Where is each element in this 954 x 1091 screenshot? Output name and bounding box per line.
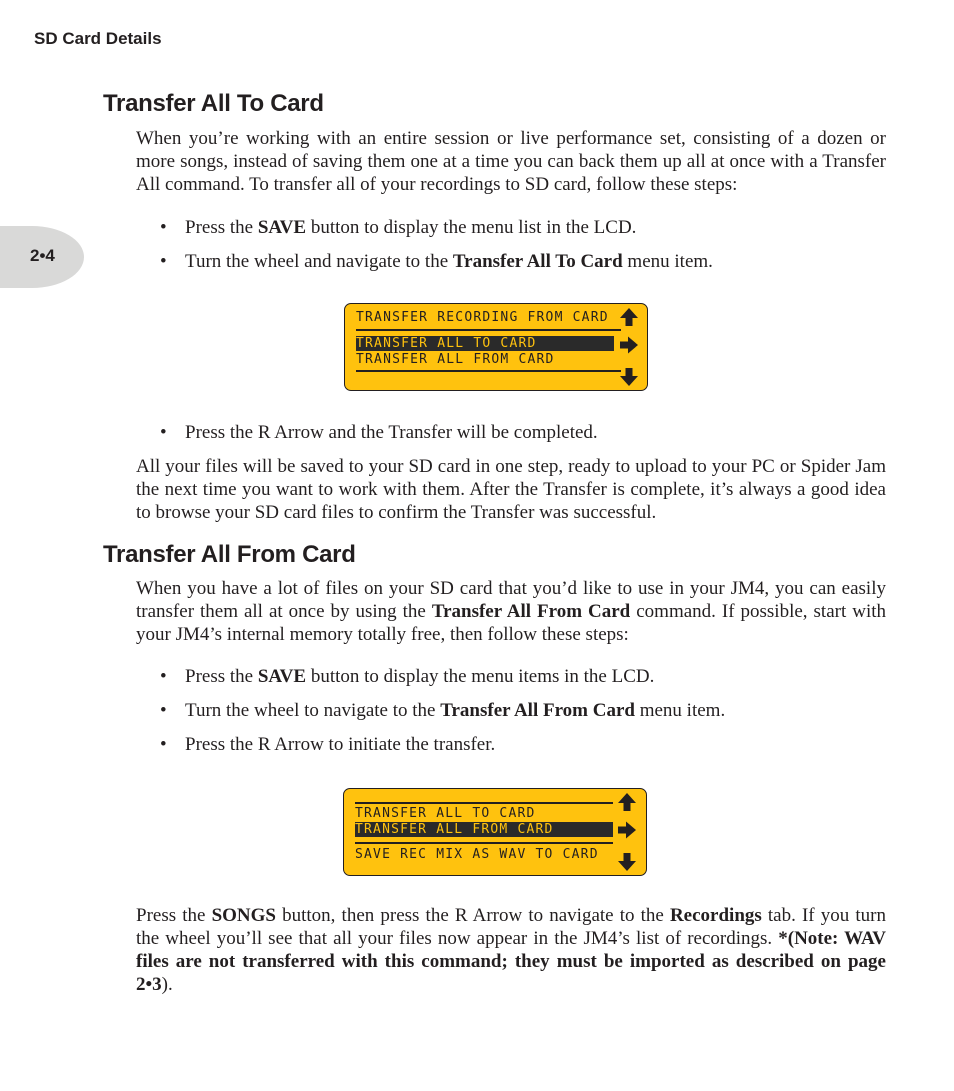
bullet-glyph: • xyxy=(160,422,167,443)
up-arrow-icon xyxy=(617,792,637,812)
lcd-line-3: SAVE REC MIX AS WAV TO CARD xyxy=(355,847,599,862)
section2-intro: When you have a lot of files on your SD card that you’d like to use in your JM4, you can easily transfer them all at once by using the Transfer All From Card command. If possible, start with your JM4’s internal memory totally free, then follow these steps: xyxy=(136,578,886,645)
section2-bullet-2: • Turn the wheel to navigate to the Transfer All From Card menu item. xyxy=(160,700,726,721)
lcd-divider xyxy=(356,329,621,331)
section-heading-transfer-all-to-card: Transfer All To Card xyxy=(103,90,324,117)
section2-bullet-1: • Press the SAVE button to display the menu items in the LCD. xyxy=(160,666,655,687)
closing-note: *(Note: WAV files are not transferred with this command; they must be imported as described on page 2•3 xyxy=(136,928,887,995)
lcd-line-selected: TRANSFER ALL FROM CARD xyxy=(355,822,613,837)
up-arrow-icon xyxy=(619,307,639,327)
bullet-glyph: • xyxy=(160,734,167,755)
section2-bullet-3: • Press the R Arrow to initiate the transfer. xyxy=(160,734,496,755)
bullet-glyph: • xyxy=(160,700,167,721)
lcd-divider xyxy=(355,842,613,844)
lcd-divider xyxy=(356,370,621,372)
page-number: 2•4 xyxy=(30,246,55,265)
section2-closing: Press the SONGS button, then press the R Arrow to navigate to the Recordings tab. If you turn the wheel you’ll see that all your files now appear in the JM4’s list of recordings. *(Note: WAV files are not transferred with this command; they must be imported as described on page 2•3). xyxy=(136,905,887,995)
lcd-line-3: TRANSFER ALL FROM CARD xyxy=(356,352,555,367)
lcd-display-transfer-all-from-card xyxy=(343,788,647,876)
section1-bullet-2: • Turn the wheel and navigate to the Transfer All To Card menu item. xyxy=(160,251,713,272)
right-arrow-icon xyxy=(617,820,637,840)
section1-bullet-3: • Press the R Arrow and the Transfer will be completed. xyxy=(160,422,598,443)
down-arrow-icon xyxy=(617,852,637,872)
down-arrow-icon xyxy=(619,367,639,387)
section1-intro: When you’re working with an entire session or live performance set, consisting of a dozen or more songs, instead of saving them one at a time you can back them up all at once with a Transfer All command. To transfer all of your recordings to SD card, follow these steps: xyxy=(136,128,886,195)
bullet-glyph: • xyxy=(160,666,167,687)
lcd-line-1: TRANSFER ALL TO CARD xyxy=(355,806,536,821)
bullet-glyph: • xyxy=(160,251,167,272)
lcd-display-transfer-all-to-card xyxy=(344,303,648,391)
bullet-glyph: • xyxy=(160,217,167,238)
right-arrow-icon xyxy=(619,335,639,355)
section1-closing: All your files will be saved to your SD card in one step, ready to upload to your PC or Spider Jam the next time you want to work with them. After the Transfer is complete, it’s always a good idea to browse your SD card files to confirm the Transfer was successful. xyxy=(136,456,886,523)
section-heading-transfer-all-from-card: Transfer All From Card xyxy=(103,541,356,568)
section1-bullet-1: • Press the SAVE button to display the menu list in the LCD. xyxy=(160,217,637,238)
running-header: SD Card Details xyxy=(34,29,162,48)
lcd-line-1: TRANSFER RECORDING FROM CARD xyxy=(356,310,609,325)
lcd-line-selected: TRANSFER ALL TO CARD xyxy=(356,336,614,351)
lcd-divider xyxy=(355,802,613,804)
